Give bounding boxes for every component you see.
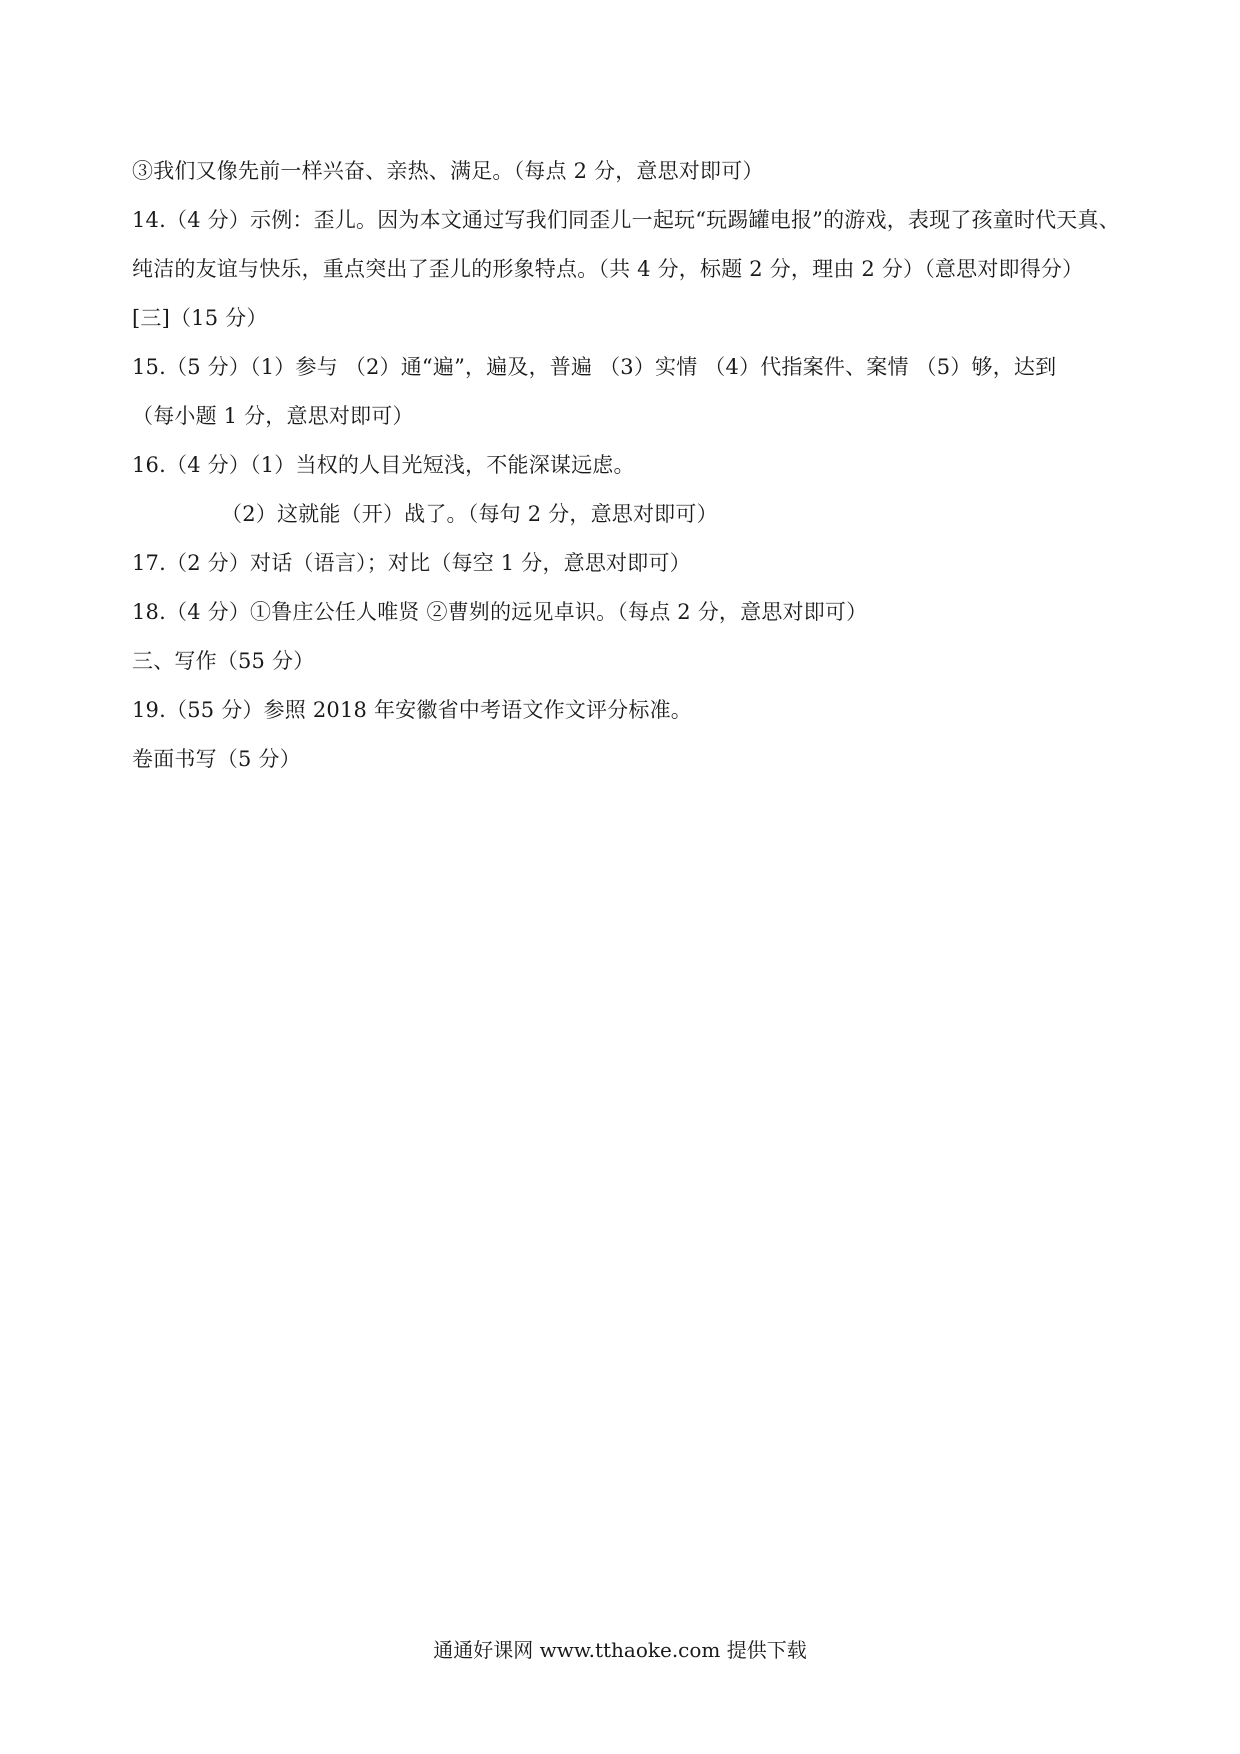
answer-line-16-a: 16.（4 分）（1）当权的人目光短浅，不能深谋远虑。 [132, 453, 635, 477]
answer-line-handwriting: 卷面书写（5 分） [132, 747, 301, 771]
answer-line-16-b: （2）这就能（开）战了。（每句 2 分，意思对即可） [221, 502, 718, 526]
page-footer: 通通好课网 www.tthaoke.com 提供下载 [433, 1638, 807, 1662]
answer-line-15-b: （每小题 1 分，意思对即可） [132, 404, 414, 428]
section-heading-3: [三]（15 分） [132, 306, 268, 330]
answer-line-14-a: 14.（4 分）示例：歪儿。因为本文通过写我们同歪儿一起玩“玩踢罐电报”的游戏，表现了孩童时代天真、 [132, 208, 1120, 232]
section-heading-writing: 三、写作（55 分） [132, 649, 315, 673]
answer-key-body [132, 156, 1132, 793]
answer-line-19: 19.（55 分）参照 2018 年安徽省中考语文作文评分标准。 [132, 698, 692, 722]
answer-line-13-3: ③我们又像先前一样兴奋、亲热、满足。（每点 2 分，意思对即可） [132, 159, 764, 183]
answer-line-18: 18.（4 分）①鲁庄公任人唯贤 ②曹刿的远见卓识。（每点 2 分，意思对即可） [132, 600, 868, 624]
answer-line-17: 17.（2 分）对话（语言）；对比（每空 1 分，意思对即可） [132, 551, 691, 575]
answer-line-14-b: 纯洁的友谊与快乐，重点突出了歪儿的形象特点。（共 4 分，标题 2 分，理由 2 分）（意思对即得分） [132, 257, 1084, 281]
answer-line-15-a: 15.（5 分）（1）参与 （2）通“遍”，遍及，普遍 （3）实情 （4）代指案件、案情 （5）够，达到 [132, 355, 1057, 379]
